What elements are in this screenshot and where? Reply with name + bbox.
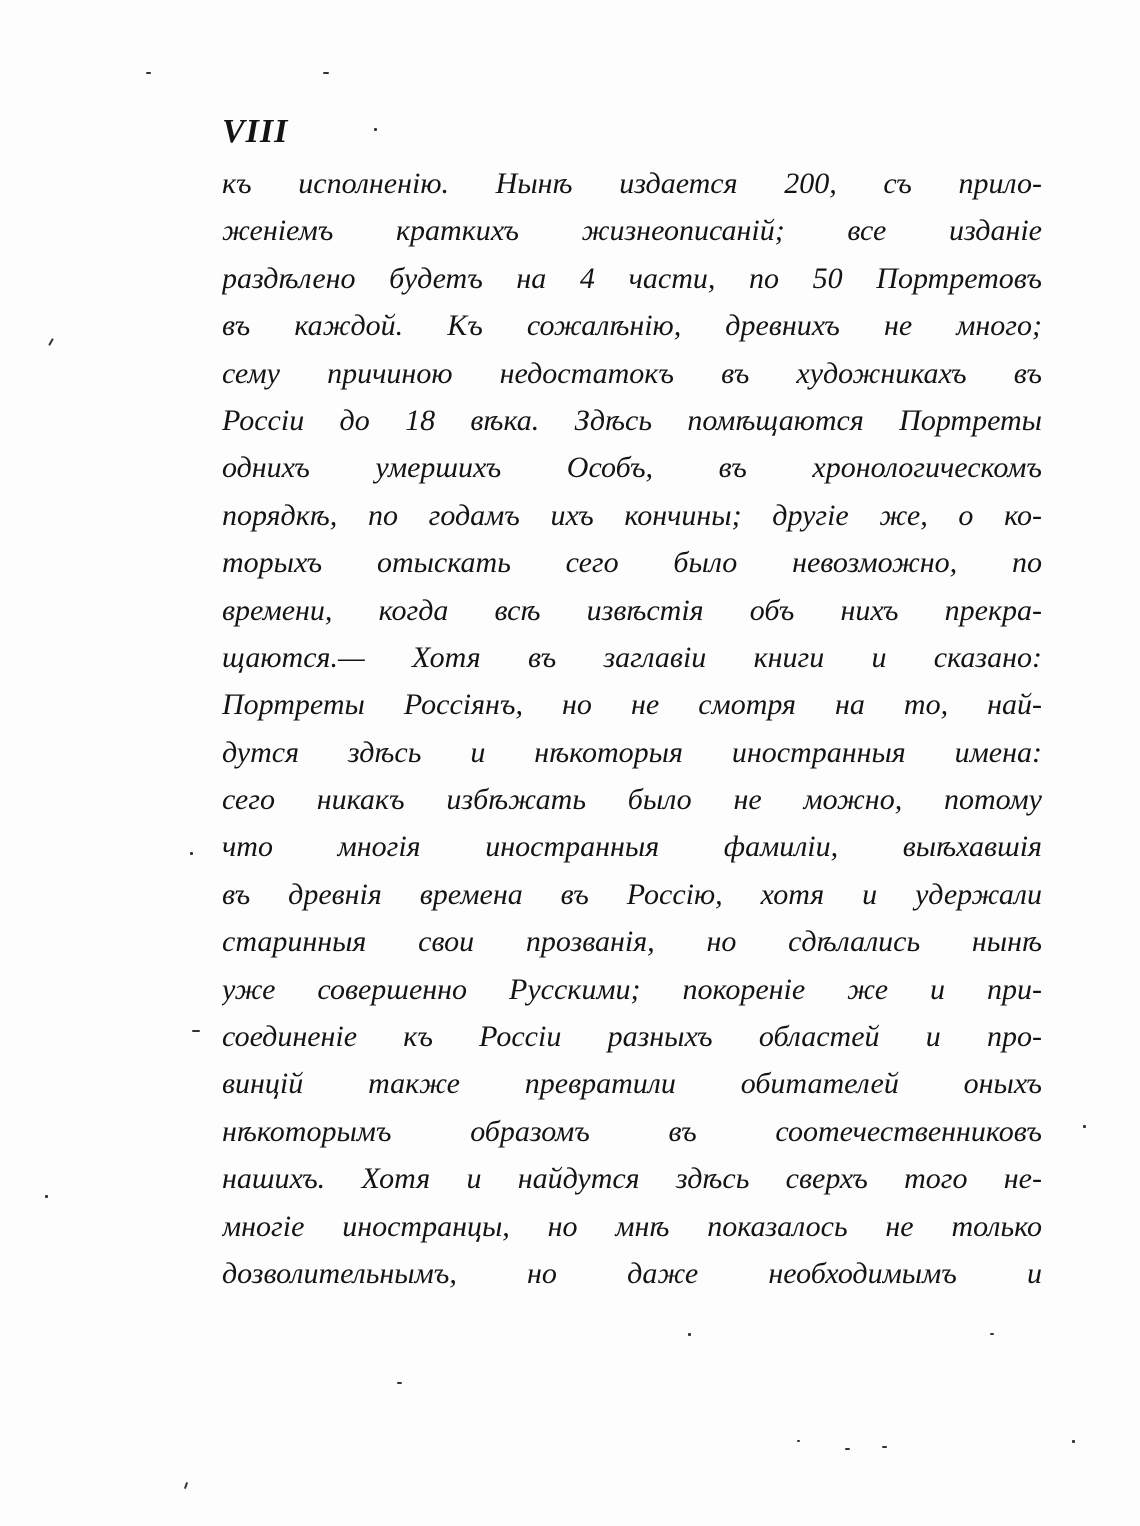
text-line: дутся здѣсь и нѣкоторыя иностранныя имена: <box>222 735 1042 769</box>
text-line: нѣкоторымъ образомъ въ соотечественниковъ <box>222 1114 1042 1148</box>
print-speck <box>146 72 151 74</box>
text-line: въ каждой. Къ сожалѣнію, древнихъ не много; <box>222 309 1042 343</box>
text-line: нашихъ. Хотя и найдутся здѣсь сверхъ того не- <box>222 1162 1042 1196</box>
print-speck <box>990 1333 994 1335</box>
print-speck <box>1083 1125 1086 1128</box>
text-line: старинныя свои прозванія, но сдѣлались нынѣ <box>222 925 1042 959</box>
text-line: Портреты Россіянъ, но не смотря на то, най- <box>222 688 1042 722</box>
text-line: въ древнія времена въ Россію, хотя и удержали <box>222 877 1042 911</box>
print-speck <box>374 128 377 131</box>
print-speck <box>397 1382 402 1384</box>
text-line: Россіи до 18 вѣка. Здѣсь помѣщаются Портреты <box>222 403 1042 437</box>
text-line: что многія иностранныя фамиліи, выѣхавшія <box>222 830 1042 864</box>
print-speck <box>1072 1440 1075 1443</box>
print-speck <box>45 1195 48 1198</box>
text-line: соединеніе къ Россіи разныхъ областей и про- <box>222 1020 1042 1054</box>
print-speck <box>797 1440 800 1442</box>
print-speck <box>845 1448 850 1450</box>
print-speck <box>688 1333 691 1336</box>
text-line: щаются.— Хотя въ заглавіи книги и сказано: <box>222 640 1042 674</box>
print-speck <box>192 1030 200 1032</box>
print-speck <box>48 338 54 346</box>
print-speck <box>882 1446 887 1448</box>
text-line: сего никакъ избѣжать было не можно, потому <box>222 783 1042 817</box>
text-line: торыхъ отыскать сего было невозможно, по <box>222 546 1042 580</box>
print-speck <box>190 852 193 855</box>
text-line: раздѣлено будетъ на 4 части, по 50 Портретовъ <box>222 261 1042 295</box>
text-line: дозволительнымъ, но даже необходимымъ и <box>222 1256 1042 1290</box>
text-line: уже совершенно Русскими; покореніе же и при- <box>222 972 1042 1006</box>
text-line: къ исполненію. Нынѣ издается 200, съ прило- <box>222 167 1042 200</box>
text-line: порядкѣ, по годамъ ихъ кончины; другіе же, о ко- <box>222 498 1042 532</box>
print-speck <box>184 1482 188 1489</box>
text-line: однихъ умершихъ Особъ, въ хронологическомъ <box>222 451 1042 485</box>
page-number: VIII <box>222 113 289 150</box>
text-line: многіе иностранцы, но мнѣ показалось не только <box>222 1209 1042 1243</box>
text-line: женіемъ краткихъ жизнеописаній; все изданіе <box>222 214 1042 248</box>
print-speck <box>323 72 329 74</box>
text-line: сему причиною недостатокъ въ художникахъ въ <box>222 356 1042 390</box>
text-line: винцій также превратили обитателей оныхъ <box>222 1067 1042 1101</box>
page-body-text <box>222 160 1042 1297</box>
text-line: времени, когда всѣ извѣстія объ нихъ прекра- <box>222 593 1042 627</box>
